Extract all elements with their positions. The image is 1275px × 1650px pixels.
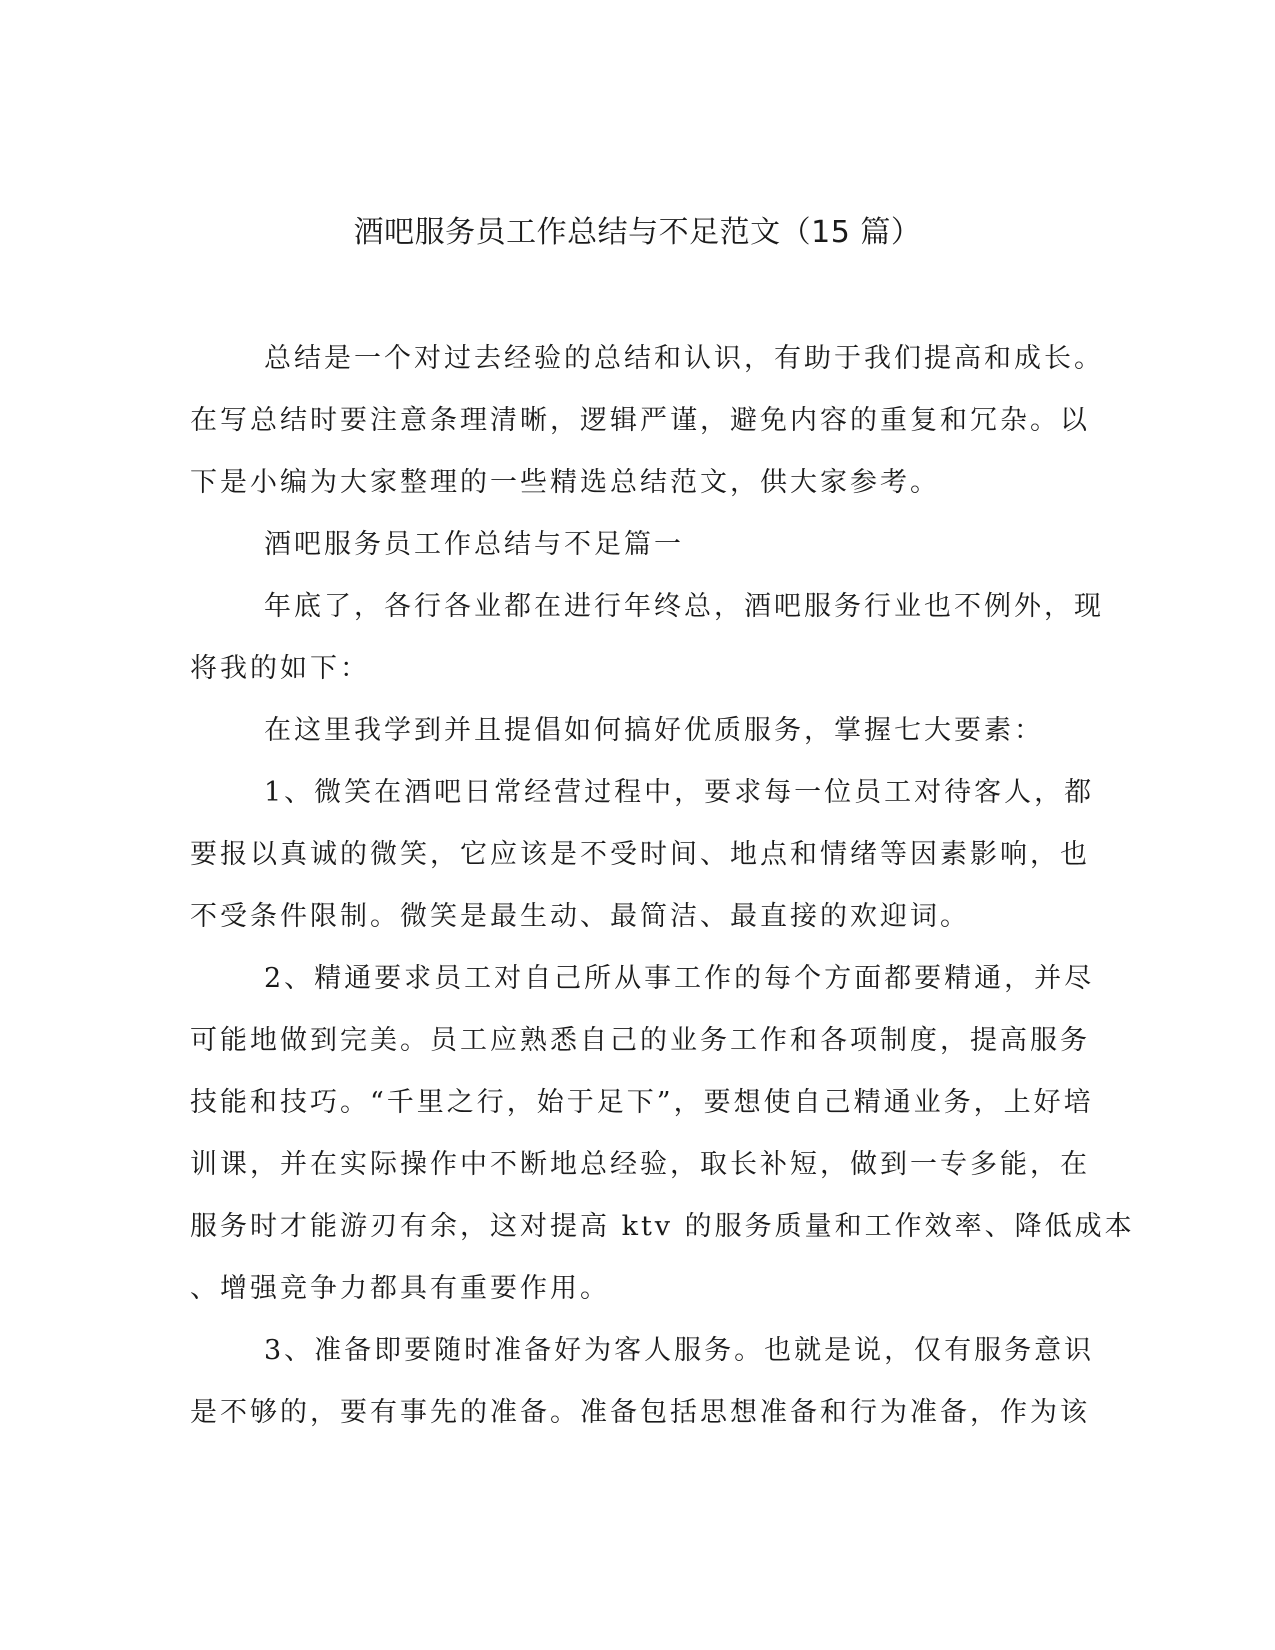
body-line: 是不够的，要有事先的准备。准备包括思想准备和行为准备，作为该	[190, 1397, 1090, 1428]
body-line: 在这里我学到并且提倡如何搞好优质服务，掌握七大要素：	[264, 715, 1044, 746]
body-line: 、增强竞争力都具有重要作用。	[190, 1273, 610, 1304]
document-title: 酒吧服务员工作总结与不足范文（15 篇）	[353, 215, 922, 250]
body-line: 酒吧服务员工作总结与不足篇一	[264, 529, 684, 560]
body-line: 下是小编为大家整理的一些精选总结范文，供大家参考。	[190, 467, 940, 498]
body-line: 总结是一个对过去经验的总结和认识，有助于我们提高和成长。	[264, 343, 1104, 374]
document-body	[190, 328, 1135, 1444]
body-line: 年底了，各行各业都在进行年终总，酒吧服务行业也不例外，现	[264, 591, 1104, 622]
body-line: 2、精通要求员工对自己所从事工作的每个方面都要精通，并尽	[264, 963, 1095, 994]
body-line: 不受条件限制。微笑是最生动、最简洁、最直接的欢迎词。	[190, 901, 970, 932]
body-line: 训课，并在实际操作中不断地总经验，取长补短，做到一专多能，在	[190, 1149, 1090, 1180]
body-line: 要报以真诚的微笑，它应该是不受时间、地点和情绪等因素影响，也	[190, 839, 1090, 870]
body-line: 服务时才能游刃有余，这对提高 ktv 的服务质量和工作效率、降低成本	[190, 1211, 1135, 1242]
body-line: 1、微笑在酒吧日常经营过程中，要求每一位员工对待客人，都	[264, 777, 1095, 808]
body-line: 可能地做到完美。员工应熟悉自己的业务工作和各项制度，提高服务	[190, 1025, 1090, 1056]
body-line: 在写总结时要注意条理清晰，逻辑严谨，避免内容的重复和冗杂。以	[190, 405, 1090, 436]
body-line: 技能和技巧。“千里之行，始于足下”，要想使自己精通业务，上好培	[190, 1087, 1094, 1118]
body-line: 3、准备即要随时准备好为客人服务。也就是说，仅有服务意识	[264, 1335, 1095, 1366]
body-line: 将我的如下：	[190, 653, 370, 684]
